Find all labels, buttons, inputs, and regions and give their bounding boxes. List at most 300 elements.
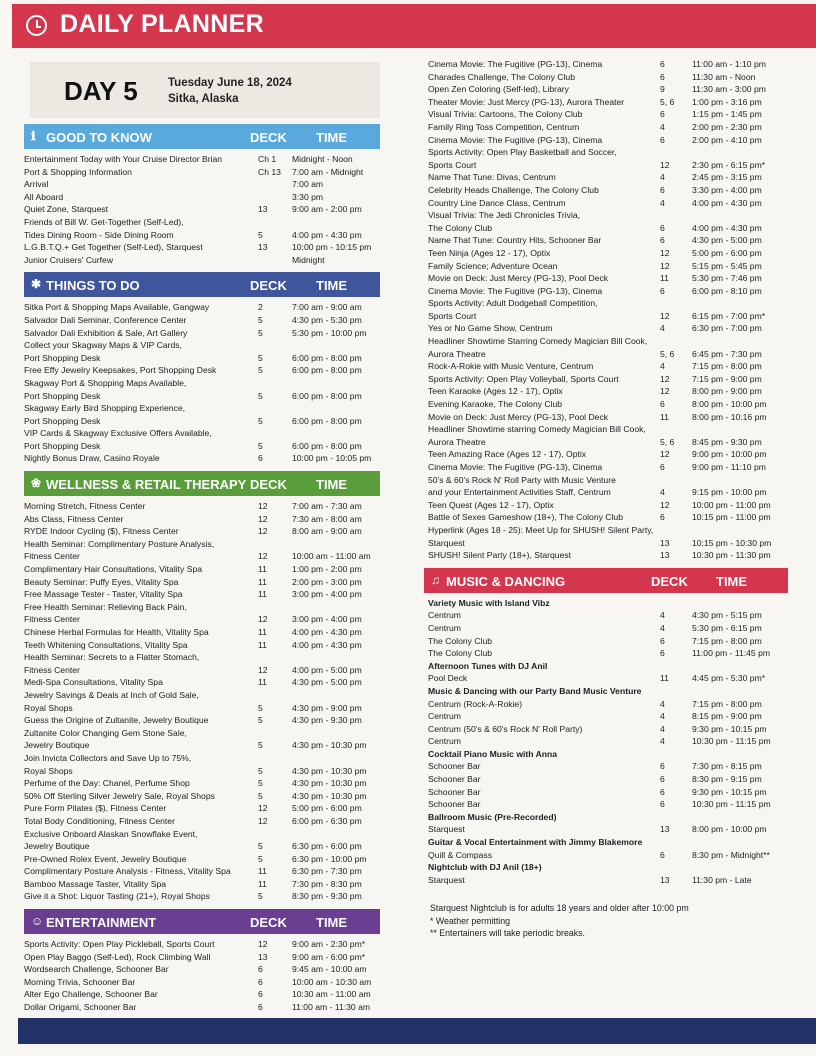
event-time: 6:30 pm - 10:00 pm — [292, 853, 367, 864]
event-deck: 6 — [660, 285, 665, 296]
event-name: Free Health Seminar: Relieving Back Pain, — [24, 601, 187, 612]
event-name: Royal Shops — [24, 765, 73, 776]
event-time: 2:00 pm - 2:30 pm — [692, 121, 762, 132]
event-name: Free Massage Tester - Taster, Vitality Spa — [24, 589, 183, 600]
wellness-icon: ❀ — [31, 476, 42, 491]
event-time: 4:00 pm - 4:30 pm — [292, 229, 362, 240]
event-deck: 11 — [258, 878, 267, 889]
event-deck: 12 — [258, 803, 268, 814]
event-name: Aurora Theatre — [428, 348, 486, 359]
schedule-row — [428, 474, 784, 487]
event-name: Medi-Spa Consultations, Vitality Spa — [24, 677, 163, 688]
event-name: Visual Trivia: The Jedi Chronicles Trivia, — [428, 210, 581, 221]
event-deck: 12 — [258, 551, 268, 562]
event-deck: 11 — [660, 673, 669, 684]
event-time: 6:00 pm - 8:00 pm — [292, 352, 362, 363]
event-time: 9:30 pm - 10:15 pm — [692, 723, 767, 734]
event-time: 8:30 pm - 9:30 pm — [292, 891, 362, 902]
event-name: Pre-Owned Rolex Event, Jewelry Boutique — [24, 853, 187, 864]
schedule-row — [428, 710, 784, 723]
event-deck: 12 — [660, 260, 670, 271]
schedule-row — [428, 698, 784, 711]
event-deck: 5 — [258, 891, 263, 902]
section-header-music — [424, 568, 788, 593]
event-deck: 6 — [660, 222, 665, 233]
event-deck: 13 — [258, 951, 268, 962]
event-time: 1:15 pm - 1:45 pm — [692, 109, 762, 120]
event-time: 4:00 pm - 4:30 pm — [692, 197, 762, 208]
schedule-row — [24, 865, 380, 878]
things-icon: ✱ — [31, 277, 42, 292]
event-name: Fitness Center — [24, 664, 80, 675]
event-deck: 6 — [660, 399, 665, 410]
event-time: 4:00 pm - 4:30 pm — [292, 639, 362, 650]
schedule-row — [24, 1001, 380, 1014]
event-name: Celebrity Heads Challenge, The Colony Club — [428, 184, 599, 195]
schedule-row — [24, 988, 380, 1001]
event-time: 4:00 pm - 4:30 pm — [292, 627, 362, 637]
event-time: 7:00 am - 7:30 am — [292, 501, 362, 512]
schedule-row — [24, 790, 380, 803]
event-name: The Colony Club — [428, 222, 493, 233]
event-name: Sitka Port & Shopping Maps Available, Gangway — [24, 302, 210, 313]
schedule-row — [24, 500, 380, 513]
schedule-row — [24, 427, 380, 440]
schedule-row — [428, 272, 784, 285]
schedule-row — [428, 222, 784, 235]
time-header: TIME — [316, 130, 348, 145]
event-name: Teen Ninja (Ages 12 - 17), Optix — [428, 247, 551, 258]
day-info — [168, 75, 292, 107]
event-time: 6:15 pm - 7:00 pm* — [692, 310, 766, 321]
event-deck: 5 — [258, 790, 263, 801]
event-deck: 12 — [660, 386, 670, 397]
event-time: 5:15 pm - 5:45 pm — [692, 260, 762, 271]
event-name: Teen Amazing Race (Ages 12 - 17), Optix — [428, 449, 587, 460]
event-deck: 13 — [258, 204, 268, 215]
schedule-row — [24, 626, 380, 639]
event-time: 10:30 am - 11:00 am — [292, 989, 371, 1000]
schedule-row — [24, 938, 380, 951]
event-name: Sports Court — [428, 159, 477, 170]
schedule-row — [428, 748, 784, 761]
event-deck: 11 — [258, 677, 267, 688]
schedule-row — [428, 660, 784, 673]
event-time: 11:00 am - 1:10 pm — [692, 59, 766, 69]
schedule-row — [428, 647, 784, 660]
schedule-row — [428, 786, 784, 799]
event-deck: Ch 13 — [258, 166, 281, 177]
event-name: Royal Shops — [24, 702, 73, 713]
event-time: 10:30 pm - 11:30 pm — [692, 550, 771, 561]
event-name: Cinema Movie: The Fugitive (PG-13), Cinema — [428, 462, 603, 472]
section-title: ENTERTAINMENT — [46, 915, 157, 931]
event-name: Arrival — [24, 179, 49, 190]
event-time: 5:00 pm - 6:00 pm — [292, 803, 362, 814]
event-time: 8:00 pm - 9:00 pm — [692, 386, 762, 397]
event-deck: 5 — [258, 740, 263, 751]
time-header: TIME — [316, 477, 348, 493]
event-name: Sports Activity: Open Play Basketball and Soccer, — [428, 147, 617, 158]
event-time: 9:00 pm - 10:00 pm — [692, 449, 767, 460]
schedule-row — [428, 672, 784, 685]
event-name: Name That Tune: Country Hits, Schooner Bar — [428, 235, 602, 246]
event-name: Alter Ego Challenge, Schooner Bar — [24, 989, 158, 1000]
event-deck: 5 — [258, 352, 263, 363]
event-time: 4:30 pm - 5:15 pm — [692, 610, 762, 621]
section-header-entertainment — [24, 909, 380, 934]
schedule-row — [24, 327, 380, 340]
event-name: The Colony Club — [428, 648, 493, 659]
time-header: TIME — [316, 278, 348, 294]
schedule-row — [428, 121, 784, 134]
schedule-row — [24, 714, 380, 727]
event-time: Midnight — [292, 254, 325, 265]
schedule-row — [24, 525, 380, 538]
deck-header: DECK — [250, 278, 287, 294]
event-deck: 12 — [660, 499, 670, 510]
event-time: 4:00 pm - 5:00 pm — [292, 664, 362, 675]
event-name: Starquest — [428, 874, 465, 885]
event-deck: 12 — [660, 449, 670, 460]
event-deck: 5 — [258, 440, 263, 451]
event-name: Schooner Bar — [428, 799, 481, 810]
schedule-row — [428, 685, 784, 698]
deck-header: DECK — [250, 915, 287, 931]
deck-header: DECK — [250, 477, 287, 493]
schedule-row — [428, 171, 784, 184]
event-deck: 6 — [660, 462, 665, 472]
event-name: Bamboo Massage Taster, Vitality Spa — [24, 878, 167, 889]
schedule-row — [428, 184, 784, 197]
event-deck: 11 — [660, 411, 669, 422]
deck-header: DECK — [250, 130, 287, 145]
event-time: 3:00 pm - 4:00 pm — [292, 589, 362, 600]
event-name: Movie on Deck: Just Mercy (PG-13), Pool Deck — [428, 411, 609, 422]
event-name: Afternoon Tunes with DJ Anil — [428, 660, 548, 671]
section-header-things-to-do — [24, 272, 380, 297]
schedule-row — [428, 58, 784, 71]
event-deck: 11 — [258, 639, 267, 650]
event-name: Schooner Bar — [428, 786, 481, 797]
event-time: 6:00 pm - 8:00 pm — [292, 390, 362, 401]
event-name: Fitness Center — [24, 551, 80, 562]
event-name: Ballroom Music (Pre-Recorded) — [428, 811, 557, 822]
event-deck: 12 — [258, 939, 268, 950]
schedule-row — [428, 234, 784, 247]
event-deck: 12 — [258, 815, 268, 826]
event-time: 9:45 am - 10:00 am — [292, 964, 367, 975]
event-name: Skagway Port & Shopping Maps Available, — [24, 377, 187, 388]
event-time: 7:30 pm - 8:30 pm — [292, 878, 362, 889]
schedule-row — [428, 849, 784, 862]
event-name: Jewelry Savings & Deals at Inch of Gold Sale, — [24, 689, 199, 700]
event-deck: 12 — [258, 664, 268, 675]
schedule-row — [428, 635, 784, 648]
schedule-row — [428, 461, 784, 474]
event-time: 10:00 am - 10:30 am — [292, 976, 372, 987]
event-name: Morning Stretch, Fitness Center — [24, 501, 146, 512]
event-time: 5:30 pm - 7:46 pm — [692, 273, 762, 284]
schedule-row — [428, 723, 784, 736]
schedule-row — [24, 377, 380, 390]
event-time: 8:00 am - 9:00 am — [292, 526, 362, 537]
schedule-row — [24, 402, 380, 415]
event-deck: 6 — [660, 761, 665, 772]
event-name: SHUSH! Silent Party (18+), Starquest — [428, 550, 572, 561]
event-name: Guitar & Vocal Entertainment with Jimmy Blakemore — [428, 837, 643, 848]
event-name: Total Body Conditioning, Fitness Center — [24, 815, 175, 826]
schedule-row — [428, 146, 784, 159]
event-name: Cocktail Piano Music with Anna — [428, 748, 558, 759]
event-name: Family Ring Toss Competition, Centrum — [428, 121, 580, 132]
schedule-row — [24, 241, 380, 254]
event-deck: 4 — [660, 698, 665, 709]
event-name: Battle of Sexes Gameshow (18+), The Colony Club — [428, 512, 623, 523]
schedule-row — [24, 301, 380, 314]
event-deck: 11 — [258, 589, 267, 600]
event-time: 11:30 am - 3:00 pm — [692, 84, 766, 95]
event-name: Aurora Theatre — [428, 436, 486, 447]
event-name: Centrum — [428, 610, 461, 621]
event-deck: 12 — [258, 501, 268, 512]
event-deck: 6 — [660, 799, 665, 810]
event-deck: 5 — [258, 841, 263, 852]
event-name: Salvador Dali Exhibition & Sale, Art Gallery — [24, 327, 188, 338]
event-time: 4:00 pm - 4:30 pm — [692, 222, 762, 233]
event-deck: 6 — [258, 1002, 263, 1013]
schedule-row — [428, 773, 784, 786]
event-name: Centrum — [428, 622, 461, 633]
event-time: 7:15 pm - 8:00 pm — [692, 635, 762, 646]
event-deck: 6 — [258, 976, 263, 987]
schedule-row — [24, 664, 380, 677]
event-time: 6:45 pm - 7:30 pm — [692, 348, 762, 359]
event-deck: 6 — [258, 964, 263, 975]
schedule-row — [24, 651, 380, 664]
event-name: Port Shopping Desk — [24, 440, 101, 451]
event-name: Chinese Herbal Formulas for Health, Vitality Spa — [24, 627, 209, 637]
event-deck: 5, 6 — [660, 436, 675, 447]
schedule-row — [428, 108, 784, 121]
event-deck: 5, 6 — [660, 96, 675, 107]
event-deck: 4 — [660, 487, 665, 498]
event-name: Free Effy Jewelry Keepsakes, Port Shopping Desk — [24, 365, 217, 376]
event-name: Health Seminar: Secrets to a Flatter Stomach, — [24, 652, 200, 663]
schedule-row — [428, 335, 784, 348]
schedule-row — [24, 976, 380, 989]
schedule-row — [24, 576, 380, 589]
schedule-row — [428, 448, 784, 461]
event-deck: 6 — [660, 59, 665, 69]
event-time: 10:30 pm - 11:15 pm — [692, 799, 771, 810]
event-time: 9:00 am - 2:30 pm* — [292, 939, 366, 950]
event-name: Schooner Bar — [428, 761, 481, 772]
schedule-row — [24, 613, 380, 626]
event-deck: Ch 1 — [258, 154, 277, 164]
event-name: Sports Activity: Open Play Pickleball, Sports Court — [24, 939, 215, 950]
event-time: 10:15 pm - 11:00 pm — [692, 512, 771, 523]
schedule-row — [428, 823, 784, 836]
event-deck: 11 — [258, 564, 267, 575]
event-time: 10:00 pm - 11:00 pm — [692, 499, 771, 510]
event-time: 1:00 pm - 2:00 pm — [292, 564, 362, 575]
schedule-row — [428, 209, 784, 222]
event-time: 9:00 am - 6:00 pm* — [292, 951, 366, 962]
event-time: 3:30 pm — [292, 191, 324, 202]
event-name: Teen Karaoke (Ages 12 - 17), Optix — [428, 386, 563, 397]
event-name: Centrum — [428, 736, 461, 747]
page-title: DAILY PLANNER — [60, 10, 264, 38]
event-time: 4:30 pm - 5:00 pm — [292, 677, 362, 688]
event-name: Music & Dancing with our Party Band Music Venture — [428, 685, 642, 696]
event-name: Join Invicta Collectors and Save Up to 75%, — [24, 752, 192, 763]
event-deck: 12 — [660, 310, 670, 321]
schedule-row — [24, 853, 380, 866]
schedule-row — [24, 178, 380, 191]
schedule-row — [428, 83, 784, 96]
event-name: VIP Cards & Skagway Exclusive Offers Available, — [24, 428, 212, 439]
event-name: Health Seminar: Complimentary Posture Analysis, — [24, 538, 215, 549]
event-name: Jewelry Boutique — [24, 841, 90, 852]
event-name: Evening Karaoke, The Colony Club — [428, 399, 563, 410]
schedule-row — [428, 96, 784, 109]
event-name: Starquest — [428, 537, 465, 548]
wellness-list — [24, 500, 380, 903]
event-name: All Aboard — [24, 191, 64, 202]
header-bar — [12, 4, 816, 48]
event-name: Pool Deck — [428, 673, 468, 684]
schedule-row — [24, 828, 380, 841]
event-name: Family Science; Adventure Ocean — [428, 260, 558, 271]
schedule-row — [24, 963, 380, 976]
event-name: Cinema Movie: The Fugitive (PG-13), Cinema — [428, 59, 603, 69]
event-name: Entertainment Today with Your Cruise Director Brian — [24, 154, 223, 164]
event-deck: 12 — [258, 526, 268, 537]
schedule-row — [428, 798, 784, 811]
event-time: 5:00 pm - 6:00 pm — [692, 247, 762, 258]
schedule-row — [24, 153, 380, 166]
event-time: 8:00 pm - 10:00 pm — [692, 399, 767, 410]
event-name: Give it a Shot: Liquor Tasting (21+), Royal Shops — [24, 891, 210, 902]
event-name: Name That Tune: Divas, Centrum — [428, 172, 556, 183]
event-name: Skagway Early Bird Shopping Experience, — [24, 403, 185, 414]
event-deck: 12 — [660, 373, 670, 384]
event-time: 4:30 pm - 5:30 pm — [292, 314, 362, 325]
event-time: 6:00 pm - 8:10 pm — [692, 285, 762, 296]
event-name: Sports Activity: Open Play Volleyball, Sports Court — [428, 373, 619, 384]
event-time: 7:30 am - 8:00 am — [292, 513, 362, 524]
event-name: Starquest — [428, 824, 465, 835]
schedule-row — [428, 423, 784, 436]
schedule-row — [428, 411, 784, 424]
event-name: Dollar Origami, Schooner Bar — [24, 1002, 137, 1013]
schedule-row — [428, 537, 784, 550]
event-deck: 4 — [660, 323, 665, 334]
event-time: 10:00 pm - 10:15 pm — [292, 242, 372, 253]
event-time: 6:30 pm - 7:00 pm — [692, 323, 762, 334]
schedule-row — [428, 348, 784, 361]
event-time: 3:30 pm - 4:00 pm — [692, 184, 762, 195]
event-name: Headliner Showtime Starring Comedy Magician Bill Cook, — [428, 336, 648, 347]
schedule-row — [24, 588, 380, 601]
schedule-row — [24, 727, 380, 740]
event-deck: 11 — [258, 576, 267, 587]
event-deck: 5 — [258, 390, 263, 401]
event-time: 9:15 pm - 10:00 pm — [692, 487, 767, 498]
event-deck: 5 — [258, 853, 263, 864]
schedule-row — [428, 486, 784, 499]
event-deck: 6 — [660, 512, 665, 523]
schedule-row — [24, 352, 380, 365]
schedule-row — [428, 874, 784, 887]
event-deck: 6 — [660, 648, 665, 659]
event-deck: 12 — [660, 159, 670, 170]
event-deck: 5 — [258, 229, 263, 240]
section-header-good-to-know — [24, 124, 380, 149]
event-name: Complimentary Posture Analysis - Fitness, Vitality Spa — [24, 866, 231, 877]
event-name: Quill & Compass — [428, 849, 492, 860]
event-time: 2:00 pm - 4:10 pm — [692, 134, 762, 145]
event-time: 4:30 pm - 9:00 pm — [292, 702, 362, 713]
schedule-row — [24, 440, 380, 453]
event-deck: 4 — [660, 711, 665, 722]
theater-mask-icon: ☺ — [31, 914, 44, 929]
event-time: 4:30 pm - 9:30 pm — [292, 715, 362, 726]
event-name: Movie on Deck: Just Mercy (PG-13), Pool Deck — [428, 273, 609, 284]
event-name: Zultanite Color Changing Gem Stone Sale, — [24, 727, 187, 738]
event-deck: 5 — [258, 765, 263, 776]
event-deck: 5 — [258, 365, 263, 376]
event-deck: 13 — [660, 537, 670, 548]
event-deck: 13 — [660, 550, 670, 561]
event-time: 9:00 pm - 11:10 pm — [692, 462, 766, 472]
event-name: Cinema Movie: The Fugitive (PG-13), Cinema — [428, 134, 603, 145]
event-deck: 5 — [258, 778, 263, 789]
schedule-row — [24, 639, 380, 652]
event-time: 10:00 am - 11:00 am — [292, 551, 371, 562]
footnote: Starquest Nightclub is for adults 18 years and older after 10:00 pm — [430, 903, 689, 913]
schedule-row — [24, 390, 380, 403]
event-time: 1:00 pm - 3:16 pm — [692, 96, 762, 107]
event-name: RYDE Indoor Cycling ($), Fitness Center — [24, 526, 179, 537]
event-time: 6:00 pm - 8:00 pm — [292, 440, 362, 451]
event-name: Charades Challenge, The Colony Club — [428, 71, 575, 82]
schedule-row — [428, 836, 784, 849]
schedule-row — [428, 436, 784, 449]
event-deck: 6 — [660, 235, 665, 246]
schedule-row — [24, 254, 380, 267]
schedule-row — [24, 752, 380, 765]
event-deck: 5 — [258, 702, 263, 713]
event-deck: 6 — [660, 786, 665, 797]
event-name: Morning Trivia, Schooner Bar — [24, 976, 136, 987]
entertainment-list-continued — [428, 58, 784, 562]
event-name: Port Shopping Desk — [24, 352, 101, 363]
info-icon: ℹ — [31, 129, 36, 143]
left-column — [24, 124, 380, 1014]
section-header-wellness — [24, 471, 380, 496]
schedule-row — [24, 563, 380, 576]
event-time: 11:00 pm - 11:45 pm — [692, 648, 771, 659]
event-name: 50's & 60's Rock N' Roll Party with Music Venture — [428, 474, 616, 485]
schedule-row — [24, 166, 380, 179]
schedule-row — [428, 322, 784, 335]
event-name: Theater Movie: Just Mercy (PG-13), Aurora Theater — [428, 96, 625, 107]
schedule-row — [428, 285, 784, 298]
event-name: The Colony Club — [428, 635, 493, 646]
event-name: Friends of Bill W. Get-Together (Self-Led), — [24, 216, 184, 227]
